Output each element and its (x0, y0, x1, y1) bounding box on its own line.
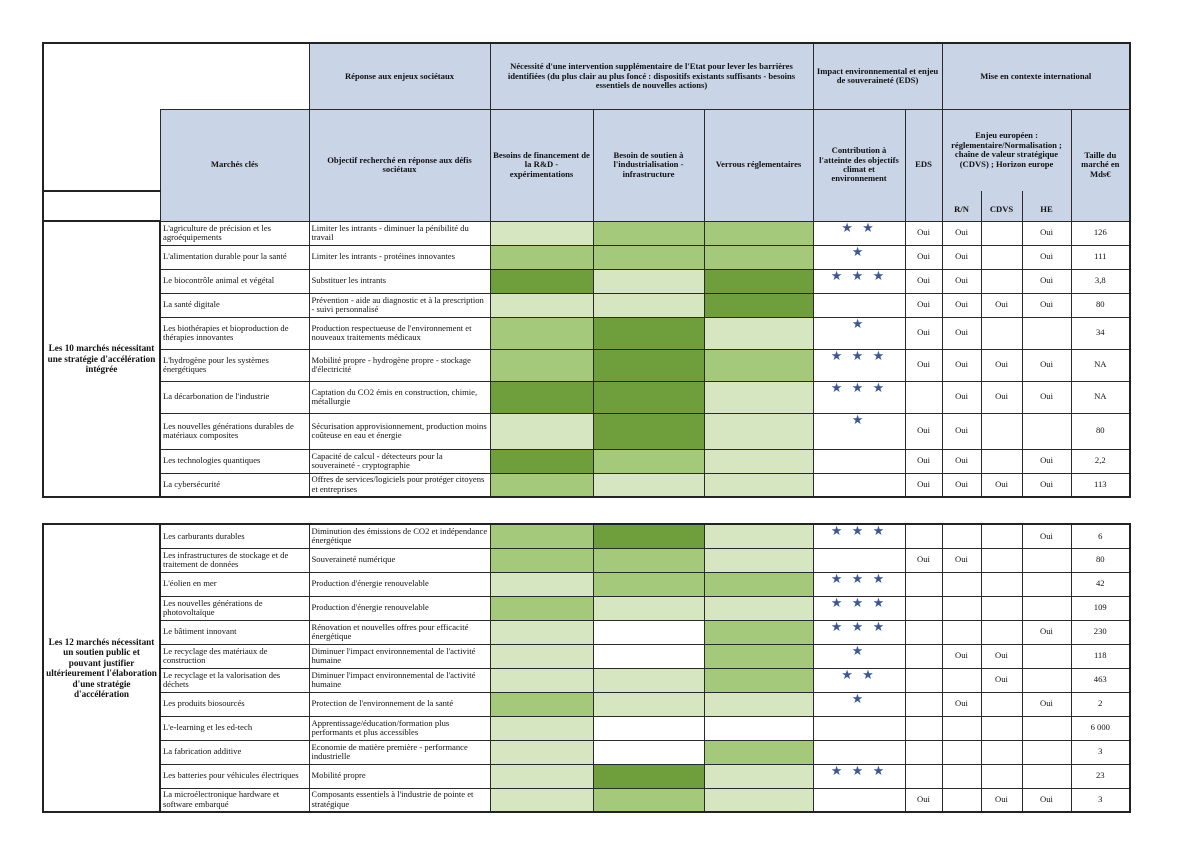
industrialisation-need-cell (593, 349, 704, 381)
eds-value (905, 620, 942, 644)
cdvs-value: Oui (981, 644, 1022, 668)
header-objective: Objectif recherché en réponse aux défis sociétaux (309, 109, 490, 221)
objective-text: Prévention - aide au diagnostic et à la prescription - suivi personnalisé (309, 293, 490, 317)
objective-text: Economie de matière première - performance industrielle (309, 740, 490, 764)
rn-value (942, 740, 981, 764)
header-markets: Marchés clés (160, 109, 309, 221)
group-label: Les 12 marchés nécessitant un soutien public et pouvant justifier ultérieurement l'élaboration d'une stratégie d'accélération (43, 524, 160, 812)
regulatory-need-cell (704, 692, 813, 716)
objective-text: Protection de l'environnement de la santé (309, 692, 490, 716)
table-row (43, 349, 1130, 381)
cdvs-value (981, 740, 1022, 764)
market-name: La fabrication additive (160, 740, 309, 764)
cdvs-value: Oui (981, 473, 1022, 497)
rd-need-cell (490, 269, 593, 293)
objective-text: Mobilité propre - hydrogène propre - stockage d'électricité (309, 349, 490, 381)
he-value: Oui (1022, 449, 1071, 473)
markets-table-1 (42, 42, 1131, 498)
industrialisation-need-cell (593, 245, 704, 269)
header-he: HE (1022, 191, 1071, 221)
cdvs-value (981, 221, 1022, 245)
table-row (43, 269, 1130, 293)
climate-stars: ★ ★ ★ (813, 269, 905, 293)
climate-stars: ★ ★ ★ (813, 381, 905, 413)
market-size-value: NA (1071, 381, 1130, 413)
rn-value: Oui (942, 473, 981, 497)
rd-need-cell (490, 620, 593, 644)
climate-stars: ★ (813, 644, 905, 668)
market-size-value: 80 (1071, 548, 1130, 572)
rd-need-cell (490, 692, 593, 716)
cdvs-value (981, 716, 1022, 740)
table-row (43, 572, 1130, 596)
rn-value: Oui (942, 381, 981, 413)
industrialisation-need-cell (593, 764, 704, 788)
table-row (43, 317, 1130, 349)
rd-need-cell (490, 668, 593, 692)
market-name: Les infrastructures de stockage et de traitement de données (160, 548, 309, 572)
table-row (43, 716, 1130, 740)
climate-stars (813, 293, 905, 317)
rn-value (942, 620, 981, 644)
cdvs-value (981, 692, 1022, 716)
climate-stars (813, 716, 905, 740)
cdvs-value (981, 548, 1022, 572)
rn-value: Oui (942, 349, 981, 381)
market-size-value: 463 (1071, 668, 1130, 692)
rd-need-cell (490, 548, 593, 572)
header-eds: EDS (905, 109, 942, 221)
table-row (43, 413, 1130, 449)
cdvs-value (981, 764, 1022, 788)
objective-text: Diminuer l'impact environnemental de l'activité humaine (309, 668, 490, 692)
header-impact: Impact environnemental et enjeu de souveraineté (EDS) (813, 43, 942, 109)
industrialisation-need-cell (593, 221, 704, 245)
table-row (43, 449, 1130, 473)
regulatory-need-cell (704, 381, 813, 413)
regulatory-need-cell (704, 572, 813, 596)
climate-stars: ★ ★ ★ (813, 349, 905, 381)
market-name: La santé digitale (160, 293, 309, 317)
rd-need-cell (490, 764, 593, 788)
eds-value (905, 644, 942, 668)
table-row (43, 668, 1130, 692)
market-size-value: 80 (1071, 413, 1130, 449)
he-value (1022, 668, 1071, 692)
market-size-value: 6 000 (1071, 716, 1130, 740)
eds-value (905, 692, 942, 716)
rn-value (942, 788, 981, 812)
he-value: Oui (1022, 269, 1071, 293)
market-name: L'hydrogène pour les systèmes énergétiques (160, 349, 309, 381)
eds-value (905, 572, 942, 596)
table-row (43, 548, 1130, 572)
table-row (43, 221, 1130, 245)
rn-value: Oui (942, 269, 981, 293)
market-name: Les carburants durables (160, 524, 309, 548)
climate-stars: ★ (813, 317, 905, 349)
rd-need-cell (490, 317, 593, 349)
eds-value: Oui (905, 269, 942, 293)
rn-value (942, 668, 981, 692)
he-value (1022, 716, 1071, 740)
rn-value: Oui (942, 221, 981, 245)
industrialisation-need-cell (593, 524, 704, 548)
industrialisation-need-cell (593, 269, 704, 293)
eds-value (905, 524, 942, 548)
rn-value (942, 572, 981, 596)
eds-value: Oui (905, 413, 942, 449)
market-name: L'e-learning et les ed-tech (160, 716, 309, 740)
objective-text: Capacité de calcul - détecteurs pour la souveraineté - cryptographie (309, 449, 490, 473)
rn-value: Oui (942, 449, 981, 473)
eds-value (905, 381, 942, 413)
climate-stars: ★ (813, 245, 905, 269)
rd-need-cell (490, 473, 593, 497)
objective-text: Limiter les intrants - diminuer la pénibilité du travail (309, 221, 490, 245)
market-size-value: 34 (1071, 317, 1130, 349)
industrialisation-need-cell (593, 716, 704, 740)
climate-stars: ★ ★ (813, 668, 905, 692)
he-value (1022, 764, 1071, 788)
eds-value (905, 716, 942, 740)
market-name: Les nouvelles générations de photovoltaïque (160, 596, 309, 620)
market-name: Le bâtiment innovant (160, 620, 309, 644)
table-row (43, 473, 1130, 497)
eds-value: Oui (905, 293, 942, 317)
market-name: Les biothérapies et bioproduction de thérapies innovantes (160, 317, 309, 349)
market-size-value: 126 (1071, 221, 1130, 245)
rn-value (942, 764, 981, 788)
rd-need-cell (490, 449, 593, 473)
regulatory-need-cell (704, 596, 813, 620)
rn-value: Oui (942, 317, 981, 349)
market-size-value: 6 (1071, 524, 1130, 548)
he-value (1022, 740, 1071, 764)
industrialisation-need-cell (593, 596, 704, 620)
rn-value: Oui (942, 692, 981, 716)
he-value: Oui (1022, 524, 1071, 548)
regulatory-need-cell (704, 413, 813, 449)
regulatory-need-cell (704, 620, 813, 644)
regulatory-need-cell (704, 317, 813, 349)
climate-stars: ★ (813, 692, 905, 716)
industrialisation-need-cell (593, 740, 704, 764)
market-name: La microélectronique hardware et software embarqué (160, 788, 309, 812)
market-name: Les batteries pour véhicules électriques (160, 764, 309, 788)
objective-text: Captation du CO2 émis en construction, chimie, métallurgie (309, 381, 490, 413)
market-name: La cybersécurité (160, 473, 309, 497)
industrialisation-need-cell (593, 668, 704, 692)
market-name: L'agriculture de précision et les agroéquipements (160, 221, 309, 245)
regulatory-need-cell (704, 668, 813, 692)
rd-need-cell (490, 293, 593, 317)
objective-text: Production respectueuse de l'environnement et nouveaux traitements médicaux (309, 317, 490, 349)
group-label: Les 10 marchés nécessitant une stratégie d'accélération intégrée (43, 221, 160, 497)
regulatory-need-cell (704, 449, 813, 473)
industrialisation-need-cell (593, 644, 704, 668)
industrialisation-need-cell (593, 692, 704, 716)
he-value (1022, 644, 1071, 668)
market-size-value: 80 (1071, 293, 1130, 317)
rd-need-cell (490, 596, 593, 620)
he-value (1022, 596, 1071, 620)
market-name: Le biocontrôle animal et végétal (160, 269, 309, 293)
market-size-value: 118 (1071, 644, 1130, 668)
table-row (43, 620, 1130, 644)
objective-text: Mobilité propre (309, 764, 490, 788)
industrialisation-need-cell (593, 788, 704, 812)
rn-value: Oui (942, 644, 981, 668)
rn-value: Oui (942, 293, 981, 317)
table-row (43, 381, 1130, 413)
market-size-value: 113 (1071, 473, 1130, 497)
table-row (43, 245, 1130, 269)
rd-need-cell (490, 788, 593, 812)
table-row (43, 740, 1130, 764)
eds-value (905, 668, 942, 692)
market-size-value: 42 (1071, 572, 1130, 596)
cdvs-value (981, 269, 1022, 293)
regulatory-need-cell (704, 740, 813, 764)
he-value (1022, 572, 1071, 596)
cdvs-value (981, 596, 1022, 620)
market-size-value: 109 (1071, 596, 1130, 620)
market-size-value: 2,2 (1071, 449, 1130, 473)
rd-need-cell (490, 716, 593, 740)
cdvs-value (981, 449, 1022, 473)
objective-text: Production d'énergie renouvelable (309, 572, 490, 596)
eds-value: Oui (905, 788, 942, 812)
table-row (43, 293, 1130, 317)
header-rd: Besoins de financement de la R&D - expérimentations (490, 109, 593, 221)
rd-need-cell (490, 381, 593, 413)
regulatory-need-cell (704, 473, 813, 497)
eds-value (905, 764, 942, 788)
he-value: Oui (1022, 381, 1071, 413)
market-size-value: 2 (1071, 692, 1130, 716)
industrialisation-need-cell (593, 548, 704, 572)
regulatory-need-cell (704, 269, 813, 293)
header-regulatory: Verrous réglementaires (704, 109, 813, 221)
objective-text: Limiter les intrants - protéines innovantes (309, 245, 490, 269)
eds-value: Oui (905, 317, 942, 349)
header-international: Mise en contexte international (942, 43, 1130, 109)
header-industrialisation: Besoin de soutien à l'industrialisation - infrastructure (593, 109, 704, 221)
rd-need-cell (490, 349, 593, 381)
climate-stars (813, 548, 905, 572)
objective-text: Sécurisation approvisionnement, production moins coûteuse en eau et énergie (309, 413, 490, 449)
objective-text: Diminuer l'impact environnemental de l'activité humaine (309, 644, 490, 668)
market-name: La décarbonation de l'industrie (160, 381, 309, 413)
industrialisation-need-cell (593, 449, 704, 473)
market-name: Le recyclage et la valorisation des déchets (160, 668, 309, 692)
market-size-value: 3,8 (1071, 269, 1130, 293)
regulatory-need-cell (704, 716, 813, 740)
rn-value: Oui (942, 413, 981, 449)
rn-value: Oui (942, 548, 981, 572)
he-value: Oui (1022, 349, 1071, 381)
market-size-value: 111 (1071, 245, 1130, 269)
table-row (43, 788, 1130, 812)
objective-text: Apprentissage/éducation/formation plus performants et plus accessibles (309, 716, 490, 740)
objective-text: Offres de services/logiciels pour protéger citoyens et entreprises (309, 473, 490, 497)
regulatory-need-cell (704, 221, 813, 245)
market-name: Le recyclage des matériaux de construction (160, 644, 309, 668)
rn-value: Oui (942, 245, 981, 269)
eds-value: Oui (905, 449, 942, 473)
he-value: Oui (1022, 620, 1071, 644)
market-name: L'éolien en mer (160, 572, 309, 596)
header-cdvs: CDVS (981, 191, 1022, 221)
cdvs-value (981, 317, 1022, 349)
he-value: Oui (1022, 473, 1071, 497)
climate-stars (813, 788, 905, 812)
market-name: Les produits biosourcés (160, 692, 309, 716)
table-row (43, 764, 1130, 788)
market-size-value: 3 (1071, 788, 1130, 812)
rn-value (942, 596, 981, 620)
cdvs-value (981, 413, 1022, 449)
objective-text: Diminution des émissions de CO2 et indépendance énergétique (309, 524, 490, 548)
rn-value (942, 716, 981, 740)
market-name: L'alimentation durable pour la santé (160, 245, 309, 269)
regulatory-need-cell (704, 293, 813, 317)
cdvs-value: Oui (981, 381, 1022, 413)
rd-need-cell (490, 644, 593, 668)
rd-need-cell (490, 245, 593, 269)
table-row (43, 524, 1130, 548)
he-value: Oui (1022, 692, 1071, 716)
objective-text: Composants essentiels à l'industrie de pointe et stratégique (309, 788, 490, 812)
rd-need-cell (490, 221, 593, 245)
cdvs-value: Oui (981, 293, 1022, 317)
cdvs-value: Oui (981, 788, 1022, 812)
header-rn: R/N (942, 191, 981, 221)
table-row (43, 596, 1130, 620)
industrialisation-need-cell (593, 317, 704, 349)
he-value (1022, 548, 1071, 572)
market-size-value: 23 (1071, 764, 1130, 788)
climate-stars (813, 740, 905, 764)
objective-text: Rénovation et nouvelles offres pour efficacité énergétique (309, 620, 490, 644)
header-climate: Contribution à l'atteinte des objectifs climat et environnement (813, 109, 905, 221)
industrialisation-need-cell (593, 293, 704, 317)
climate-stars: ★ ★ ★ (813, 572, 905, 596)
market-size-value: 3 (1071, 740, 1130, 764)
he-value: Oui (1022, 221, 1071, 245)
header-size: Taille du marché en Mds€ (1071, 109, 1130, 221)
header-european: Enjeu européen : réglementaire/Normalisation ; chaîne de valeur stratégique (CDVS) ; Horizon europe (942, 109, 1071, 191)
cdvs-value (981, 245, 1022, 269)
eds-value: Oui (905, 245, 942, 269)
climate-stars: ★ ★ ★ (813, 596, 905, 620)
eds-value: Oui (905, 221, 942, 245)
cdvs-value: Oui (981, 349, 1022, 381)
objective-text: Substituer les intrants (309, 269, 490, 293)
regulatory-need-cell (704, 644, 813, 668)
cdvs-value (981, 572, 1022, 596)
regulatory-need-cell (704, 548, 813, 572)
regulatory-need-cell (704, 245, 813, 269)
header-necessity: Nécessité d'une intervention supplémentaire de l'Etat pour lever les barrières identifiées (du plus clair au plus foncé : dispositifs existants suffisants - besoins essentiels de nouvelles actions) (490, 43, 813, 109)
regulatory-need-cell (704, 764, 813, 788)
he-value (1022, 413, 1071, 449)
markets-table-2 (42, 523, 1131, 813)
market-size-value: NA (1071, 349, 1130, 381)
climate-stars: ★ ★ (813, 221, 905, 245)
rd-need-cell (490, 572, 593, 596)
eds-value: Oui (905, 473, 942, 497)
he-value: Oui (1022, 788, 1071, 812)
header-societal: Réponse aux enjeux sociétaux (309, 43, 490, 109)
climate-stars: ★ ★ ★ (813, 524, 905, 548)
table-row (43, 644, 1130, 668)
climate-stars: ★ ★ ★ (813, 620, 905, 644)
market-name: Les technologies quantiques (160, 449, 309, 473)
market-size-value: 230 (1071, 620, 1130, 644)
he-value: Oui (1022, 245, 1071, 269)
climate-stars (813, 449, 905, 473)
objective-text: Souveraineté numérique (309, 548, 490, 572)
rd-need-cell (490, 740, 593, 764)
cdvs-value (981, 524, 1022, 548)
market-name: Les nouvelles générations durables de matériaux composites (160, 413, 309, 449)
he-value: Oui (1022, 293, 1071, 317)
cdvs-value (981, 620, 1022, 644)
rd-need-cell (490, 413, 593, 449)
rd-need-cell (490, 524, 593, 548)
eds-value: Oui (905, 349, 942, 381)
he-value (1022, 317, 1071, 349)
eds-value (905, 740, 942, 764)
objective-text: Production d'énergie renouvelable (309, 596, 490, 620)
climate-stars: ★ ★ ★ (813, 764, 905, 788)
regulatory-need-cell (704, 349, 813, 381)
industrialisation-need-cell (593, 413, 704, 449)
industrialisation-need-cell (593, 620, 704, 644)
regulatory-need-cell (704, 524, 813, 548)
rn-value (942, 524, 981, 548)
climate-stars: ★ (813, 413, 905, 449)
industrialisation-need-cell (593, 473, 704, 497)
industrialisation-need-cell (593, 381, 704, 413)
cdvs-value: Oui (981, 668, 1022, 692)
industrialisation-need-cell (593, 572, 704, 596)
eds-value (905, 596, 942, 620)
regulatory-need-cell (704, 788, 813, 812)
eds-value: Oui (905, 548, 942, 572)
table-row (43, 692, 1130, 716)
climate-stars (813, 473, 905, 497)
